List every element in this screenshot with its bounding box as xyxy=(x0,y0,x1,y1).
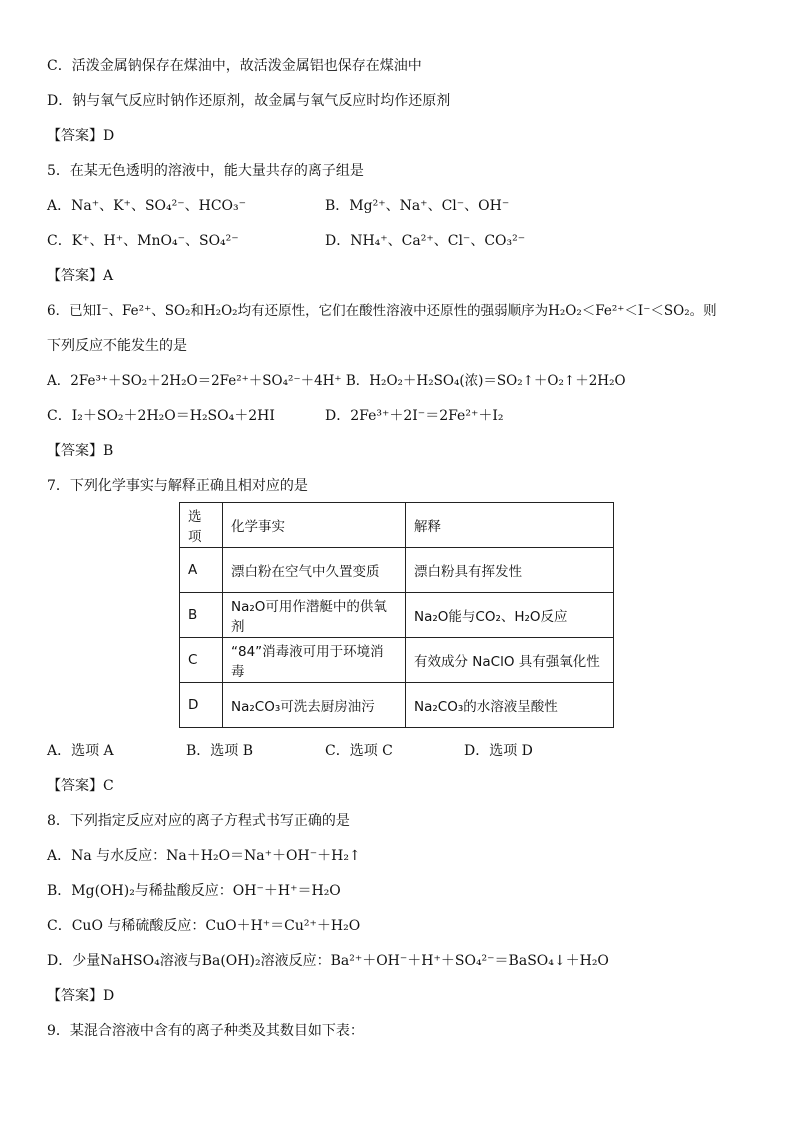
table-row xyxy=(180,593,614,638)
table-cell: C xyxy=(180,638,223,683)
question-8-option-b: B．Mg(OH)₂与稀盐酸反应：OH⁻＋H⁺＝H₂O xyxy=(47,883,341,899)
question-5-option-c: C．K⁺、H⁺、MnO₄⁻、SO₄²⁻ xyxy=(47,233,239,249)
table-cell: 漂白粉在空气中久置变质 xyxy=(223,548,406,593)
table-cell: 有效成分 NaClO 具有强氧化性 xyxy=(406,638,614,683)
table-cell: 漂白粉具有挥发性 xyxy=(406,548,614,593)
table-cell: D xyxy=(180,683,223,728)
question-8-option-d: D．少量NaHSO₄溶液与Ba(OH)₂溶液反应：Ba²⁺＋OH⁻＋H⁺＋SO₄²⁻＝BaSO₄↓＋H₂O xyxy=(47,953,609,969)
question-8-option-c: C．CuO 与稀硫酸反应：CuO＋H⁺＝Cu²⁺＋H₂O xyxy=(47,918,361,934)
answer-8: 【答案】D xyxy=(47,988,115,1004)
question-7-option-b: B．选项 B xyxy=(186,743,254,759)
answer-6: 【答案】B xyxy=(47,443,114,459)
table-cell: Na₂O能与CO₂、H₂O反应 xyxy=(406,593,614,638)
question-9-stem: 9．某混合溶液中含有的离子种类及其数目如下表： xyxy=(47,1023,364,1039)
question-7-option-c: C．选项 C xyxy=(325,743,393,759)
table-cell: B xyxy=(180,593,223,638)
answer-7: 【答案】C xyxy=(47,778,114,794)
table-row xyxy=(180,638,614,683)
table-header-cell: 选项 xyxy=(180,503,223,548)
question-5-stem: 5．在某无色透明的溶液中，能大量共存的离子组是 xyxy=(47,163,364,179)
table-header-row xyxy=(180,503,614,548)
table-cell: “84”消毒液可用于环境消毒 xyxy=(223,638,406,683)
question-6-stem: 6．已知I⁻、Fe²⁺、SO₂和H₂O₂均有还原性，它们在酸性溶液中还原性的强弱顺序为H₂O₂＜Fe²⁺＜I⁻＜SO₂。则 xyxy=(47,303,717,319)
question-5-option-a: A．Na⁺、K⁺、SO₄²⁻、HCO₃⁻ xyxy=(47,198,247,214)
question-7-option-d: D．选项 D xyxy=(464,743,533,759)
table-cell: Na₂O可用作潜艇中的供氧剂 xyxy=(223,593,406,638)
question-8-stem: 8．下列指定反应对应的离子方程式书写正确的是 xyxy=(47,813,350,829)
table-header-cell: 解释 xyxy=(406,503,614,548)
table-row xyxy=(180,683,614,728)
question-6-options-ab: A．2Fe³⁺＋SO₂＋2H₂O＝2Fe²⁺＋SO₄²⁻＋4H⁺ B．H₂O₂＋H₂SO₄(浓)＝SO₂↑＋O₂↑＋2H₂O xyxy=(47,373,626,389)
question-7-table xyxy=(179,502,614,728)
question-4-option-d: D．钠与氧气反应时钠作还原剂，故金属与氧气反应时均作还原剂 xyxy=(47,93,451,109)
question-5-option-d: D．NH₄⁺、Ca²⁺、Cl⁻、CO₃²⁻ xyxy=(325,233,526,249)
question-5-option-b: B．Mg²⁺、Na⁺、Cl⁻、OH⁻ xyxy=(325,198,510,214)
table-cell: A xyxy=(180,548,223,593)
question-6-stem-cont: 下列反应不能发生的是 xyxy=(47,338,187,354)
question-6-option-d: D．2Fe³⁺＋2I⁻＝2Fe²⁺＋I₂ xyxy=(325,408,504,424)
table-cell: Na₂CO₃可洗去厨房油污 xyxy=(223,683,406,728)
question-8-option-a: A．Na 与水反应：Na＋H₂O＝Na⁺＋OH⁻＋H₂↑ xyxy=(47,848,361,864)
table-row xyxy=(180,548,614,593)
question-7-option-a: A．选项 A xyxy=(47,743,114,759)
table-cell: Na₂CO₃的水溶液呈酸性 xyxy=(406,683,614,728)
table-header-cell: 化学事实 xyxy=(223,503,406,548)
question-4-option-c: C．活泼金属钠保存在煤油中，故活泼金属铝也保存在煤油中 xyxy=(47,58,422,74)
answer-5: 【答案】A xyxy=(47,268,114,284)
answer-4: 【答案】D xyxy=(47,128,115,144)
question-6-option-c: C．I₂＋SO₂＋2H₂O＝H₂SO₄＋2HI xyxy=(47,408,275,424)
question-7-stem: 7．下列化学事实与解释正确且相对应的是 xyxy=(47,478,308,494)
